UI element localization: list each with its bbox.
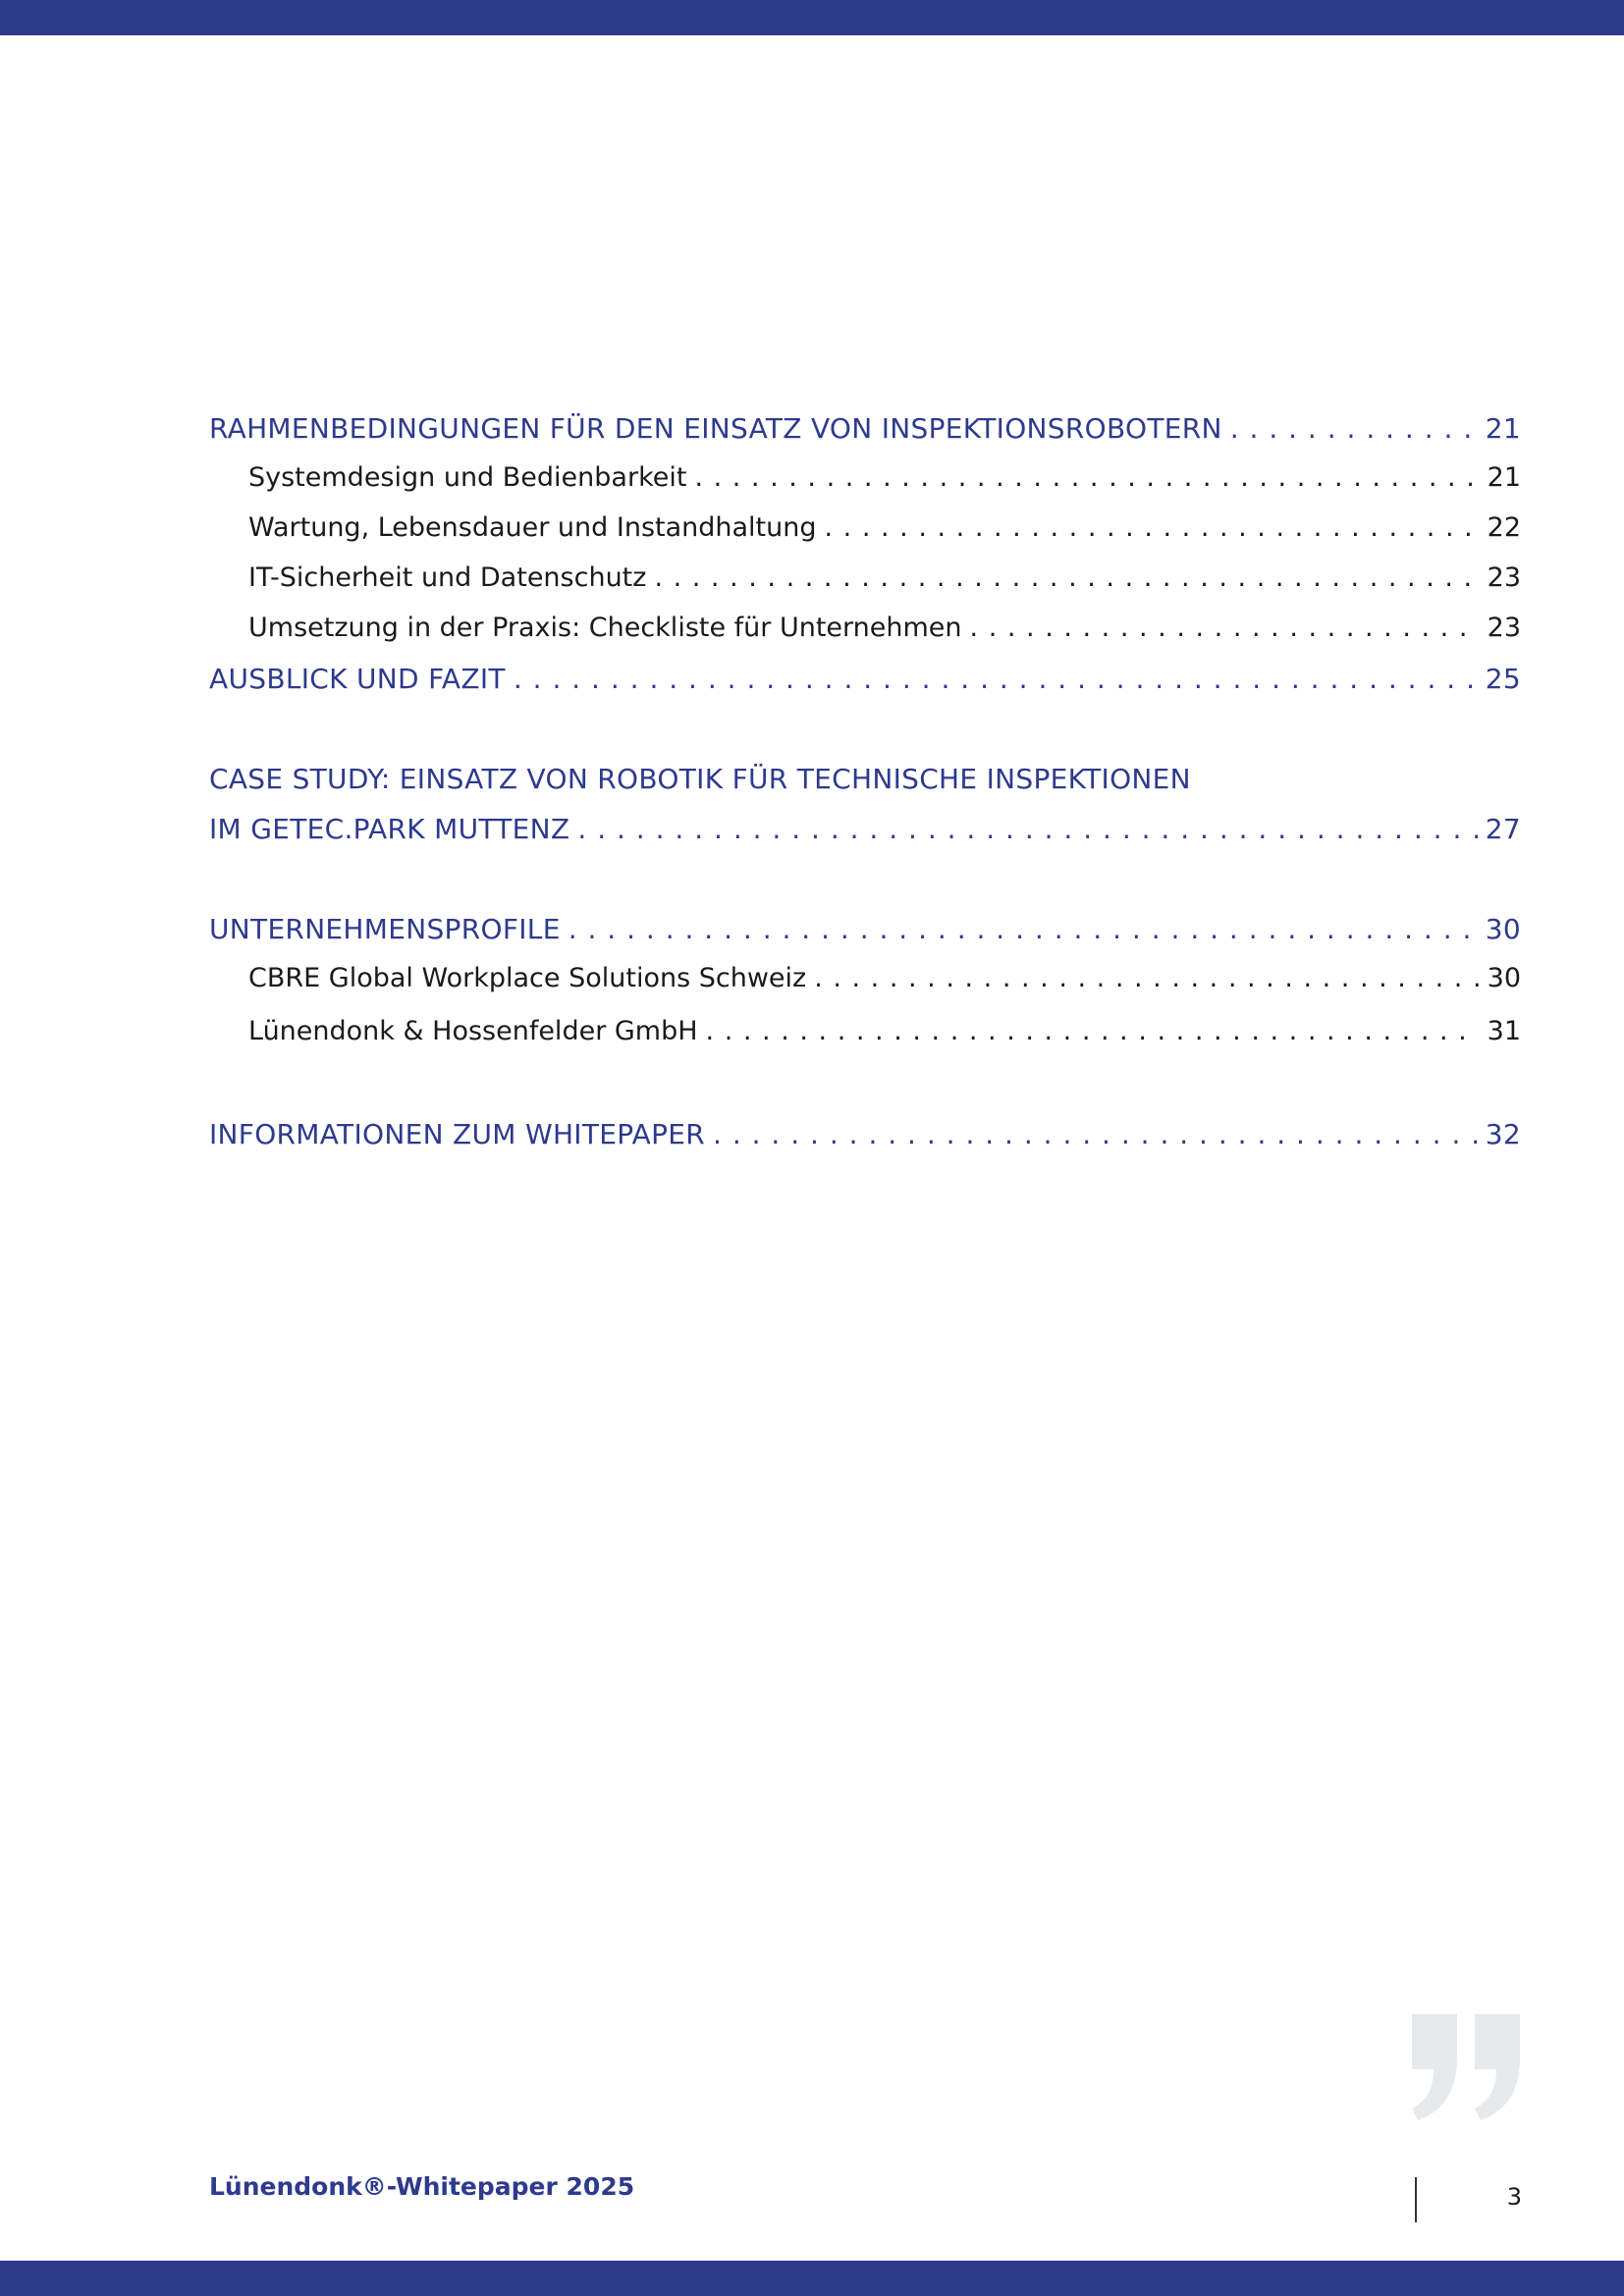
toc-page-number: 23 [1487, 613, 1521, 643]
toc-page-number: 25 [1485, 663, 1521, 695]
footer-page-number: 3 [1506, 2183, 1522, 2211]
toc-page-number: 21 [1487, 462, 1521, 493]
toc-subentry[interactable]: Lünendonk & Hossenfelder GmbH . . . 31 [209, 1016, 1521, 1069]
quote-mark-icon [1410, 2014, 1524, 2122]
toc-page-number: 21 [1485, 412, 1521, 445]
footer-divider [1415, 2177, 1417, 2222]
toc-page-number: 27 [1485, 813, 1521, 845]
toc-entry-case-study-line1[interactable]: CASE STUDY: EINSATZ VON ROBOTIK FÜR TECHNISCHE INSPEKTIONEN [209, 763, 1191, 795]
toc-subentry[interactable]: CBRE Global Workplace Solutions Schweiz . . . 30 [209, 963, 1521, 1016]
table-of-contents [209, 412, 1521, 1168]
toc-page-number: 32 [1485, 1118, 1521, 1150]
toc-subentry[interactable]: Umsetzung in der Praxis: Checkliste für Unternehmen . . . 23 [209, 613, 1521, 663]
toc-entry-rahmenbedingungen[interactable]: RAHMENBEDINGUNGEN FÜR DEN EINSATZ VON INSPEKTIONSROBOTERN . . . 21 [209, 412, 1521, 462]
toc-page-number: 31 [1487, 1016, 1521, 1046]
toc-subentry[interactable]: Wartung, Lebensdauer und Instandhaltung . . . 22 [209, 512, 1521, 562]
toc-entry-unternehmensprofile[interactable]: UNTERNEHMENSPROFILE . . . 30 [209, 913, 1521, 963]
toc-page-number: 22 [1487, 512, 1521, 543]
toc-page-number: 23 [1487, 562, 1521, 593]
footer-publication-title: Lünendonk®-Whitepaper 2025 [209, 2172, 635, 2201]
toc-subentry[interactable]: Systemdesign und Bedienbarkeit . . . 21 [209, 462, 1521, 512]
toc-entry-informationen[interactable]: INFORMATIONEN ZUM WHITEPAPER . . . 32 [209, 1118, 1521, 1168]
toc-page-number: 30 [1485, 913, 1521, 945]
bottom-band [0, 2261, 1624, 2296]
top-band [0, 0, 1624, 35]
toc-page-number: 30 [1487, 963, 1521, 993]
toc-subentry[interactable]: IT-Sicherheit und Datenschutz . . . 23 [209, 562, 1521, 613]
toc-entry-case-study[interactable]: IM GETEC.PARK MUTTENZ . . . 27 [209, 813, 1521, 863]
toc-entry-ausblick[interactable]: AUSBLICK UND FAZIT . . . 25 [209, 663, 1521, 713]
